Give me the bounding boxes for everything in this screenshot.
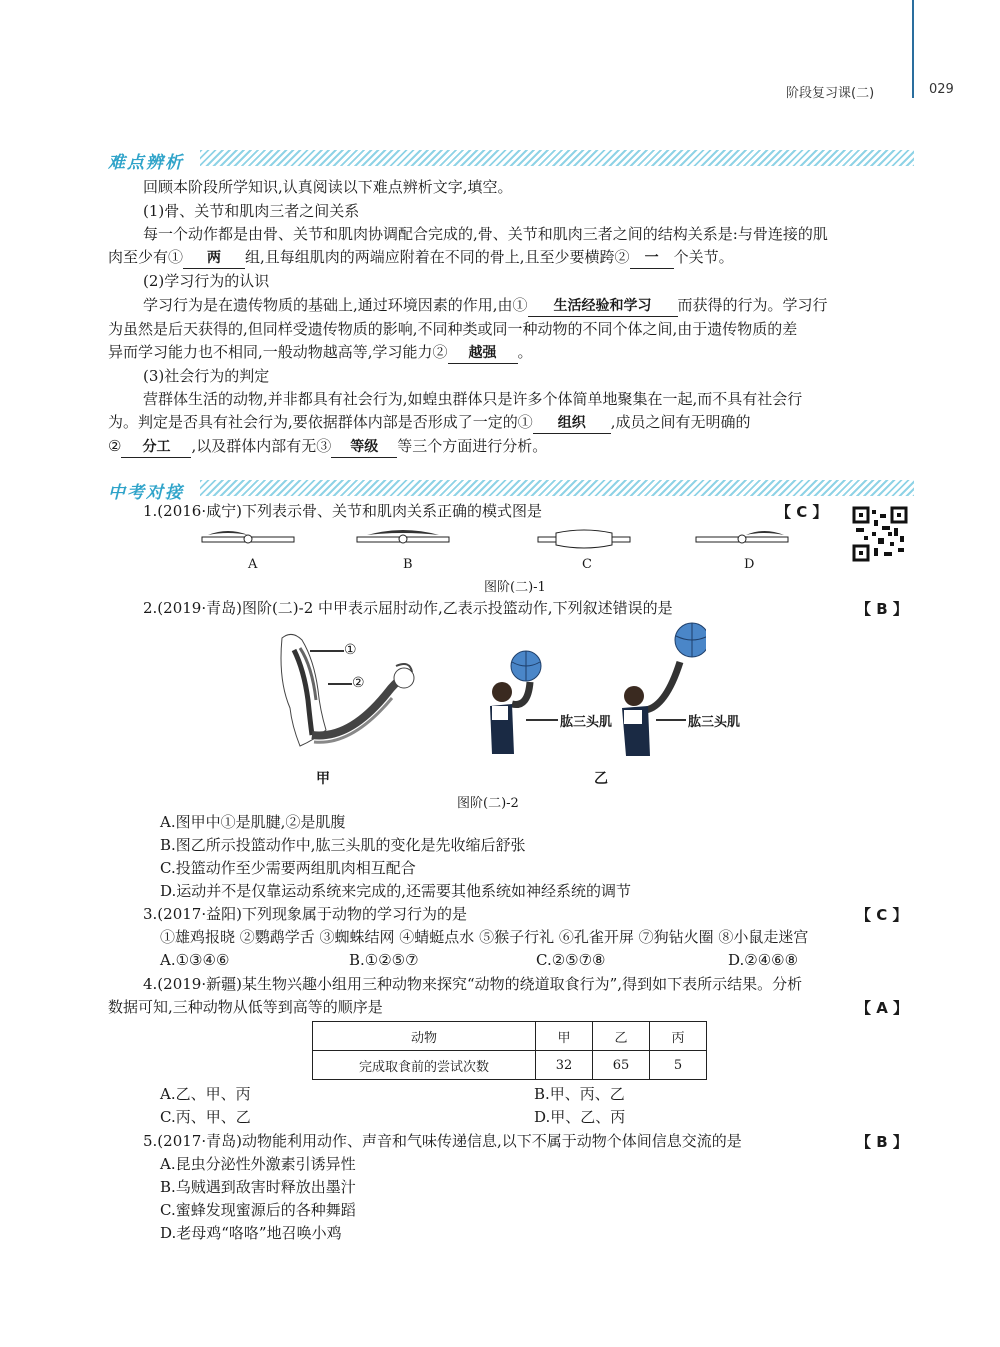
triceps-label-2: 肱三头肌 xyxy=(688,715,741,730)
question-stem: 3.(2017·益阳)下列现象属于动物的学习行为的是 xyxy=(143,905,467,923)
answer-blank: 越强 xyxy=(448,343,518,364)
option-c: C.投篮动作至少需要两组肌肉相互配合 xyxy=(160,859,416,877)
option-label-b: B xyxy=(403,557,413,572)
subhead-3: (3)社会行为的判定 xyxy=(143,367,270,385)
paragraph-line: 每一个动作都是由骨、关节和肌肉协调配合完成的,骨、关节和肌肉三者之间的结构关系是:与骨连接的肌 xyxy=(143,225,828,243)
player-figure-2 xyxy=(616,618,706,760)
model-diagram-c xyxy=(534,525,634,553)
player-figure-1 xyxy=(478,650,558,760)
option-d: D.老母鸡“咯咯”地召唤小鸡 xyxy=(160,1224,342,1242)
option-a: A.昆虫分泌性外激素引诱异性 xyxy=(160,1155,356,1173)
table-header: 乙 xyxy=(593,1022,650,1051)
section-band xyxy=(200,480,914,496)
label-1: ① xyxy=(344,642,357,658)
model-diagram-a xyxy=(198,525,298,553)
table-header: 丙 xyxy=(650,1022,707,1051)
paragraph-line: 肉至少有① 两 组,且每组肌肉的两端应附着在不同的骨上,且至少要横跨② 一 个关节。 xyxy=(108,247,734,269)
paragraph-line: 学习行为是在遗传物质的基础上,通过环境因素的作用,由① 生活经验和学习 而获得的行为。学习行 xyxy=(143,295,828,317)
paragraph-line: 为虽然是后天获得的,但同样受遗传物质的影响,不同种类或同一种动物的不同个体之间,由于遗传物质的差 xyxy=(108,320,798,338)
option-b: B.乌贼遇到敌害时释放出墨汁 xyxy=(160,1178,356,1196)
question-stem: 5.(2017·青岛)动物能利用动作、声音和气味传递信息,以下不属于动物个体间信息交流的是 xyxy=(143,1132,742,1150)
option-label-a: A xyxy=(248,557,258,572)
option-c: C.②⑤⑦⑧ xyxy=(536,951,606,969)
option-a: A.①③④⑥ xyxy=(160,951,230,969)
table-header-row xyxy=(313,1022,707,1051)
option-d: D.运动并不是仅靠运动系统来完成的,还需要其他系统如神经系统的调节 xyxy=(160,882,632,900)
option-d: D.②④⑥⑧ xyxy=(728,951,799,969)
option-c: C.丙、甲、乙 xyxy=(160,1108,251,1126)
leader-line-2 xyxy=(328,683,352,685)
answer-bracket: 【 A 】 xyxy=(856,999,909,1017)
option-a: A.乙、甲、丙 xyxy=(160,1085,251,1103)
figure-label-jia: 甲 xyxy=(316,771,330,787)
answer-blank: 生活经验和学习 xyxy=(528,296,678,317)
item-list: ①雄鸡报晓 ②鹦鹉学舌 ③蜘蛛结网 ④蜻蜓点水 ⑤猴子行礼 ⑥孔雀开屏 ⑦狗钻火圈 ⑧小鼠走迷宫 xyxy=(160,928,809,946)
answer-blank: 等级 xyxy=(331,437,397,458)
leader-line-1 xyxy=(310,650,344,652)
paragraph-line: 为。判定是否具有社会行为,要依据群体内部是否形成了一定的① 组织 ,成员之间有无明确的 xyxy=(108,412,751,434)
model-diagram-d xyxy=(692,525,792,553)
answer-blank: 两 xyxy=(183,248,245,269)
figure-caption: 图阶(二)-1 xyxy=(484,580,546,595)
answer-bracket: 【 C 】 xyxy=(856,906,908,924)
option-b: B.图乙所示投篮动作中,肱三头肌的变化是先收缩后舒张 xyxy=(160,836,526,854)
question-stem: 2.(2019·青岛)图阶(二)-2 中甲表示屈肘动作,乙表示投篮动作,下列叙述错误的是 xyxy=(143,599,673,617)
answer-bracket: 【 B 】 xyxy=(856,600,908,618)
answer-bracket: 【 C 】 xyxy=(776,503,828,521)
section-title-difficulty: 难点辨析 xyxy=(108,153,184,173)
question-stem-cont: 数据可知,三种动物从低等到高等的顺序是 xyxy=(108,998,383,1016)
paragraph-line: ② 分工 ,以及群体内部有无③ 等级 等三个方面进行分析。 xyxy=(108,436,547,458)
subhead-2: (2)学习行为的认识 xyxy=(143,272,270,290)
table-cell: 65 xyxy=(593,1051,650,1080)
table-cell: 32 xyxy=(536,1051,593,1080)
question-stem: 1.(2016·咸宁)下列表示骨、关节和肌肉关系正确的模式图是 xyxy=(143,502,542,520)
option-b: B.①②⑤⑦ xyxy=(349,951,419,969)
figure-label-yi: 乙 xyxy=(594,771,608,787)
option-c: C.蜜蜂发现蜜源后的各种舞蹈 xyxy=(160,1201,356,1219)
answer-bracket: 【 B 】 xyxy=(856,1133,908,1151)
table-cell: 完成取食前的尝试次数 xyxy=(313,1051,536,1080)
figure-caption: 图阶(二)-2 xyxy=(457,796,519,811)
answer-blank: 分工 xyxy=(121,437,191,458)
table-row xyxy=(313,1051,707,1080)
table-header: 动物 xyxy=(313,1022,536,1051)
question-stem: 4.(2019·新疆)某生物兴趣小组用三种动物来探究“动物的绕道取食行为”,得到如下表所示结果。分析 xyxy=(143,975,803,993)
chapter-title: 阶段复习课(二) xyxy=(786,86,875,101)
paragraph-line: 异而学习能力也不相同,一般动物越高等,学习能力② 越强 。 xyxy=(108,342,533,364)
table-cell: 5 xyxy=(650,1051,707,1080)
answer-blank: 一 xyxy=(630,248,674,269)
option-label-d: D xyxy=(744,557,755,572)
option-d: D.甲、乙、丙 xyxy=(534,1108,626,1126)
answer-blank: 组织 xyxy=(533,413,611,434)
leader-line-triceps-1 xyxy=(526,719,558,721)
option-a: A.图甲中①是肌腱,②是肌腹 xyxy=(160,813,346,831)
header-rule xyxy=(912,0,914,98)
triceps-label-1: 肱三头肌 xyxy=(560,715,613,730)
label-2: ② xyxy=(352,675,365,691)
table-header: 甲 xyxy=(536,1022,593,1051)
leader-line-triceps-2 xyxy=(656,719,686,721)
intro-text: 回顾本阶段所学知识,认真阅读以下难点辨析文字,填空。 xyxy=(143,178,513,196)
section-title-exam: 中考对接 xyxy=(108,483,184,503)
model-diagram-b xyxy=(353,525,453,553)
data-table xyxy=(312,1021,707,1080)
option-b: B.甲、丙、乙 xyxy=(534,1085,625,1103)
subhead-1: (1)骨、关节和肌肉三者之间关系 xyxy=(143,202,360,220)
option-label-c: C xyxy=(582,557,592,572)
paragraph-line: 营群体生活的动物,并非都具有社会行为,如蝗虫群体只是许多个体简单地聚集在一起,而不具有社会行 xyxy=(143,390,803,408)
page-number: 029 xyxy=(929,82,954,97)
qr-code xyxy=(852,506,908,562)
section-band xyxy=(200,150,914,166)
